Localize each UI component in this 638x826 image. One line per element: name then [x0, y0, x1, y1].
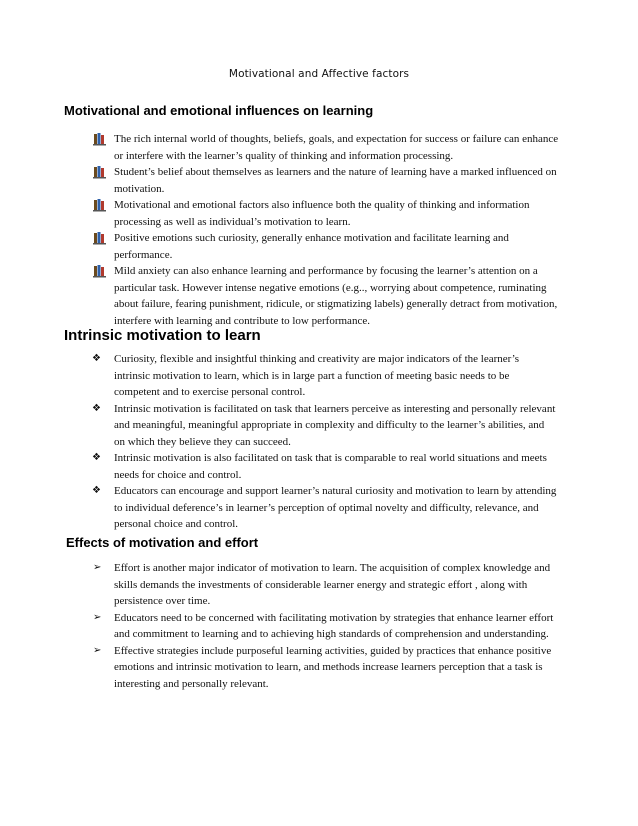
books-icon: [93, 165, 107, 179]
list-item-text: The rich internal world of thoughts, beliefs, goals, and expectation for success or failure can enhance or interfere with the learner’s quality of thinking and information processing.: [114, 133, 559, 162]
list-item-text: Curiosity, flexible and insightful thinking and creativity are major indicators of the learner’s intrinsic motivation to learn, which is in large part a function of meeting basic needs to be competent and to exercise personal control.: [114, 353, 520, 398]
list-item: [89, 560, 569, 610]
arrow-bullet-icon: ➢: [93, 562, 102, 573]
list-item: [89, 450, 557, 483]
books-icon: [93, 231, 107, 245]
list-item: [89, 483, 557, 533]
bullet-list-motivation-effort: [89, 560, 569, 692]
list-item: [89, 263, 564, 329]
section-heading-motivational-emotional: Motivational and emotional influences on learning: [64, 103, 374, 118]
list-item-text: Motivational and emotional factors also influence both the quality of thinking and information processing as well as individual’s motivation to learn.: [114, 199, 530, 228]
list-item-text: Mild anxiety can also enhance learning and performance by focusing the learner’s attention on a particular task. However intense negative emotions (e.g.., worrying about competence, ruminating about failure, fearing punishment, ridicule, or stigmatizing labels) generally detract from motivation, interfere with learning and contribute to low performance.: [114, 265, 558, 327]
list-item: [89, 643, 569, 693]
books-icon: [93, 264, 107, 278]
section-heading-motivation-effort: Effects of motivation and effort: [66, 535, 259, 550]
diamond-bullet-icon: ❖: [92, 452, 101, 463]
list-item: [89, 230, 564, 263]
section-heading-intrinsic-motivation: Intrinsic motivation to learn: [64, 327, 261, 344]
document-title: Motivational and Affective factors: [228, 68, 410, 80]
list-item: [89, 610, 569, 643]
list-item-text: Student’s belief about themselves as learners and the nature of learning have a marked influenced on motivation.: [114, 166, 557, 195]
list-item-text: Educators can encourage and support learner’s natural curiosity and motivation to learn by attending to individual deference’s in learner’s perception of optimal novelty and difficulty, relevance, and personal choice and control.: [114, 485, 557, 530]
diamond-bullet-icon: ❖: [92, 353, 101, 364]
arrow-bullet-icon: ➢: [93, 644, 102, 656]
bullet-list-intrinsic-motivation: [89, 351, 557, 533]
list-item-text: Intrinsic motivation is also facilitated on task that is comparable to real world situations and meets needs for choice and control.: [114, 452, 547, 481]
diamond-bullet-icon: ❖: [92, 485, 101, 496]
books-icon: [93, 132, 107, 146]
list-item-text: Effective strategies include purposeful learning activities, guided by practices that enhance positive emotions and intrinsic motivation to learn, and methods increase learners perception that a task is interesting and personally relevant.: [114, 644, 552, 690]
list-item-text: Effort is another major indicator of motivation to learn. The acquisition of complex knowledge and skills demands the investments of considerable learner energy and strategic effort , along with persistence over time.: [114, 562, 551, 607]
list-item: [89, 401, 557, 451]
arrow-bullet-icon: ➢: [93, 611, 102, 623]
list-item-text: Intrinsic motivation is facilitated on task that learners perceive as interesting and personally relevant and meaningful, meaningful appropriate in complexity and difficulty to the learner’s abilities, and on which they believe they can succeed.: [114, 402, 556, 448]
diamond-bullet-icon: ❖: [92, 402, 101, 414]
list-item-text: Positive emotions such curiosity, generally enhance motivation and facilitate learning and performance.: [114, 232, 509, 261]
books-icon: [93, 198, 107, 212]
list-item: [89, 131, 564, 164]
list-item: [89, 197, 564, 230]
list-item: [89, 351, 557, 401]
list-item: [89, 164, 564, 197]
bullet-list-motivational-emotional: [89, 131, 564, 329]
list-item-text: Educators need to be concerned with facilitating motivation by strategies that enhance learner effort and commitment to learning and to achieving high standards of comprehension and understanding.: [114, 611, 554, 640]
